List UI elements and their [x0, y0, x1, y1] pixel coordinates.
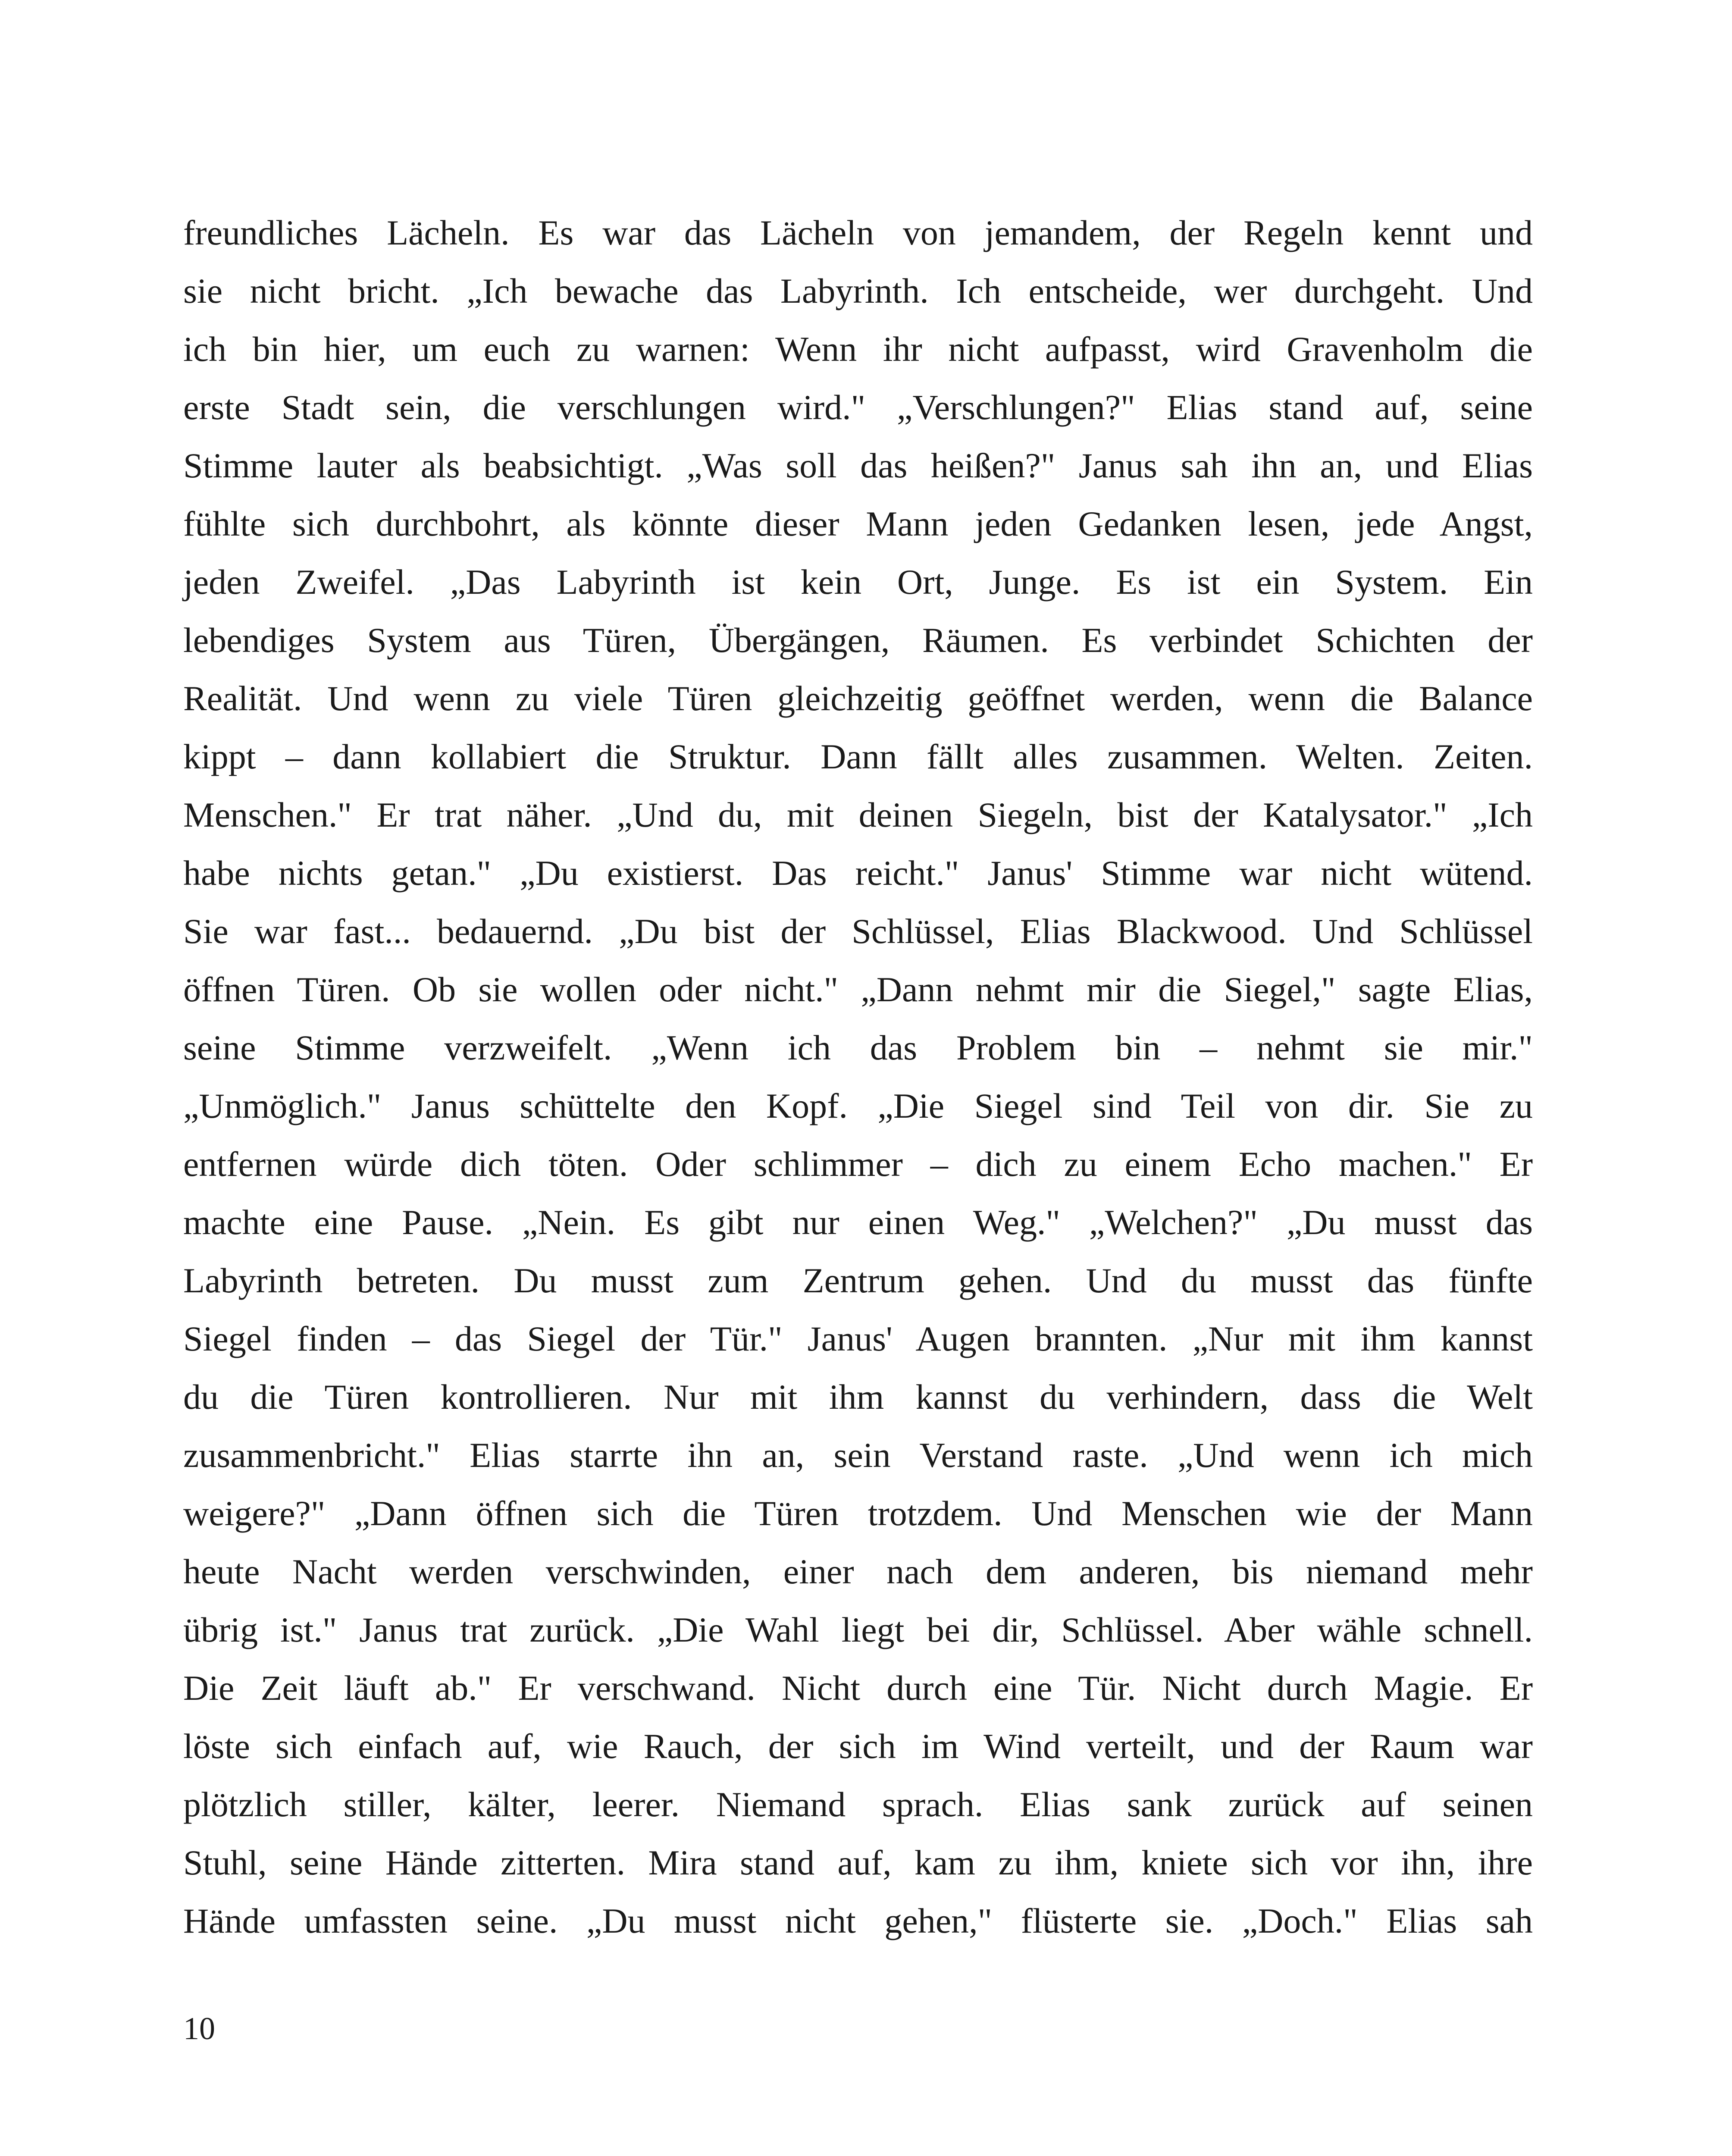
- text-line: löste sich einfach auf, wie Rauch, der sich im Wind verteilt, und der Raum war: [183, 1727, 1533, 1766]
- text-line: machte eine Pause. „Nein. Es gibt nur einen Weg." „Welchen?" „Du musst das: [183, 1203, 1533, 1242]
- text-line: sie nicht bricht. „Ich bewache das Labyrinth. Ich entscheide, wer durchgeht. Und: [183, 271, 1533, 310]
- text-line: ich bin hier, um euch zu warnen: Wenn ihr nicht aufpasst, wird Gravenholm die: [183, 329, 1533, 369]
- page-number: 10: [183, 2011, 215, 2046]
- text-line: entfernen würde dich töten. Oder schlimmer – dich zu einem Echo machen." Er: [183, 1144, 1533, 1184]
- body-text: [183, 204, 1533, 1950]
- text-line: „Unmöglich." Janus schüttelte den Kopf. „Die Siegel sind Teil von dir. Sie zu: [183, 1086, 1533, 1125]
- text-line: erste Stadt sein, die verschlungen wird." „Verschlungen?" Elias stand auf, seine: [183, 388, 1533, 427]
- text-line: du die Türen kontrollieren. Nur mit ihm kannst du verhindern, dass die Welt: [183, 1377, 1533, 1416]
- text-line: weigere?" „Dann öffnen sich die Türen trotzdem. Und Menschen wie der Mann: [183, 1494, 1533, 1533]
- text-line: Hände umfassten seine. „Du musst nicht gehen," flüsterte sie. „Doch." Elias sah: [183, 1901, 1533, 1940]
- text-line: Sie war fast... bedauernd. „Du bist der Schlüssel, Elias Blackwood. Und Schlüssel: [183, 912, 1533, 951]
- text-line: zusammenbricht." Elias starrte ihn an, sein Verstand raste. „Und wenn ich mich: [183, 1435, 1533, 1475]
- text-line: jeden Zweifel. „Das Labyrinth ist kein Ort, Junge. Es ist ein System. Ein: [183, 562, 1533, 602]
- text-line: freundliches Lächeln. Es war das Lächeln von jemandem, der Regeln kennt und: [183, 213, 1533, 252]
- text-line: Menschen." Er trat näher. „Und du, mit deinen Siegeln, bist der Katalysator." „Ich: [183, 795, 1533, 834]
- text-line: heute Nacht werden verschwinden, einer nach dem anderen, bis niemand mehr: [183, 1552, 1533, 1591]
- text-line: kippt – dann kollabiert die Struktur. Dann fällt alles zusammen. Welten. Zeiten.: [183, 737, 1533, 776]
- text-line: Realität. Und wenn zu viele Türen gleichzeitig geöffnet werden, wenn die Balance: [183, 679, 1533, 718]
- text-line: Siegel finden – das Siegel der Tür." Janus' Augen brannten. „Nur mit ihm kannst: [183, 1319, 1533, 1358]
- text-line: Labyrinth betreten. Du musst zum Zentrum gehen. Und du musst das fünfte: [183, 1261, 1533, 1300]
- text-line: übrig ist." Janus trat zurück. „Die Wahl liegt bei dir, Schlüssel. Aber wähle schnell.: [183, 1610, 1533, 1649]
- text-line: öffnen Türen. Ob sie wollen oder nicht." „Dann nehmt mir die Siegel," sagte Elias,: [183, 970, 1533, 1009]
- text-line: habe nichts getan." „Du existierst. Das reicht." Janus' Stimme war nicht wütend.: [183, 853, 1533, 893]
- text-line: fühlte sich durchbohrt, als könnte dieser Mann jeden Gedanken lesen, jede Angst,: [183, 504, 1533, 543]
- text-line: Stimme lauter als beabsichtigt. „Was soll das heißen?" Janus sah ihn an, und Elias: [183, 446, 1533, 485]
- text-line: seine Stimme verzweifelt. „Wenn ich das Problem bin – nehmt sie mir.": [183, 1028, 1533, 1067]
- text-line: lebendiges System aus Türen, Übergängen, Räumen. Es verbindet Schichten der: [183, 620, 1533, 660]
- text-line: Die Zeit läuft ab." Er verschwand. Nicht durch eine Tür. Nicht durch Magie. Er: [183, 1668, 1533, 1708]
- text-line: plötzlich stiller, kälter, leerer. Niemand sprach. Elias sank zurück auf seinen: [183, 1785, 1533, 1824]
- text-line: Stuhl, seine Hände zitterten. Mira stand auf, kam zu ihm, kniete sich vor ihn, ihre: [183, 1843, 1533, 1882]
